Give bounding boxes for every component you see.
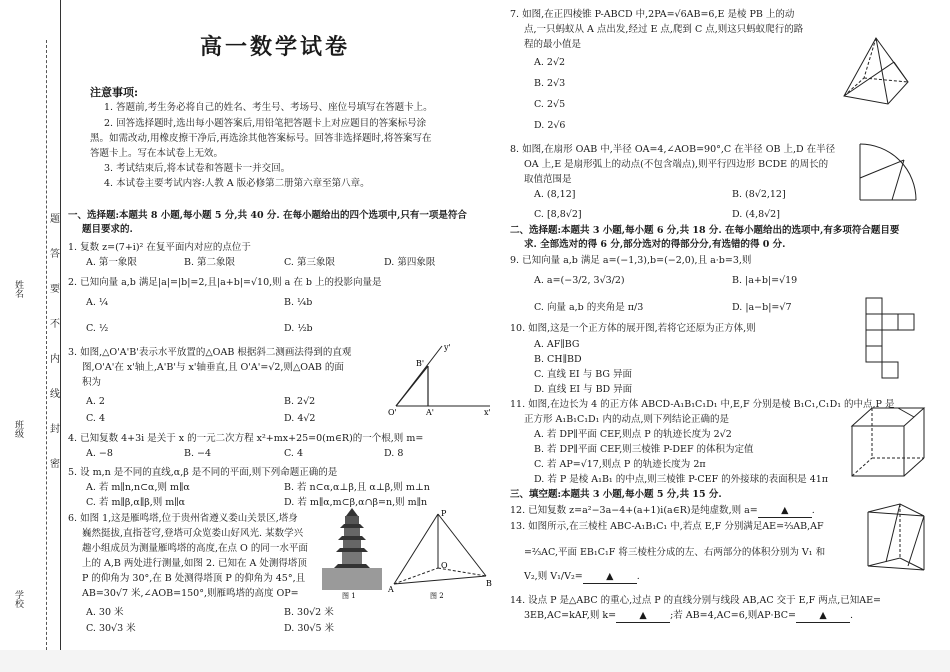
- option: B. CH∥BD: [534, 354, 582, 365]
- pyramid-diagram: [836, 34, 916, 108]
- q13-figure: [858, 500, 938, 580]
- elevation-diagram: [386, 506, 496, 600]
- cube-net-diagram: [858, 296, 922, 386]
- option: C. 4: [284, 448, 304, 459]
- fig-label: O: [441, 561, 448, 570]
- notes-heading: 注意事项:: [90, 86, 139, 99]
- q7-figure: [836, 34, 916, 108]
- option: C. 30√3 米: [86, 623, 136, 634]
- option: A. (8,12]: [534, 189, 576, 200]
- option: B. 若 DP∥平面 CEF,则三棱锥 P-DEF 的体积为定值: [534, 444, 754, 455]
- option: A. a=(−3/2, 3√3/2): [534, 275, 625, 286]
- option: D. 8: [384, 448, 404, 459]
- option: B. 30√2 米: [284, 607, 334, 618]
- fig-label: A': [426, 408, 434, 416]
- option: D. 30√5 米: [284, 623, 335, 634]
- option: D. 2√6: [534, 120, 566, 131]
- question-11: 正方形 A₁B₁C₁D₁ 内的动点,则下列结论正确的是: [524, 414, 730, 425]
- q13-text: V₂,则 V₁/V₂=: [524, 571, 583, 582]
- question-5: 5. 设 m,n 是不同的直线,α,β 是不同的平面,则下列命题正确的是: [68, 467, 338, 478]
- option: B. 2√3: [534, 78, 566, 89]
- seal-char: 题: [50, 214, 60, 225]
- cube-diagram: [846, 402, 930, 480]
- fig-label: B': [416, 359, 425, 368]
- option: C. 若 m∥β,α∥β,则 m∥α: [86, 497, 186, 508]
- question-8: OA 上,E 是扇形弧上的动点(不包含端点),则平行四边形 BCDE 的周长的: [524, 159, 829, 170]
- scan-bottom-edge: [0, 650, 950, 672]
- binding-margin: [0, 0, 61, 672]
- school-label: 学校: [13, 590, 23, 608]
- option: A. 2√2: [534, 57, 566, 68]
- question-13: =⅔AC,平面 EB₁C₁F 将三棱柱分成的左、右两部分的体积分别为 V₁ 和: [524, 547, 826, 558]
- option: B. −4: [184, 448, 212, 459]
- question-11: 11. 如图,在边长为 4 的正方体 ABCD-A₁B₁C₁D₁ 中,E,F 分别是棱 B₁C₁,C₁D₁ 的中点,P 是: [510, 399, 895, 410]
- question-6: P 的仰角为 30°,在 B 处测得塔顶 P 的仰角为 45°,且: [82, 573, 306, 584]
- option: D. 若 P 是棱 A₁B₁ 的中点,则三棱锥 P-CEF 的外接球的表面积是 41π: [534, 474, 829, 485]
- fig-caption: 图 2: [430, 592, 444, 600]
- option: D. 直线 EI 与 BD 异面: [534, 384, 633, 395]
- question-13: 13. 如图所示,在三棱柱 ABC-A₁B₁C₁ 中,若点 E,F 分别满足AE=⅔AB,AF: [510, 521, 824, 532]
- question-7: 程的最小值是: [524, 39, 582, 50]
- question-7: 7. 如图,在正四棱锥 P-ABCD 中,2PA=√6AB=6,E 是棱 PB 上的动: [510, 9, 795, 20]
- question-13: V₂,则 V₁/V₂= ▲ .: [524, 571, 640, 582]
- option: A. AF∥BG: [534, 339, 580, 350]
- left-column: [64, 0, 500, 672]
- answer-blank: ▲: [583, 570, 637, 584]
- option: C. 4: [86, 413, 106, 424]
- option: A. 30 米: [86, 607, 124, 618]
- option: B. 2√2: [284, 396, 316, 407]
- q8-figure: [852, 138, 926, 208]
- q3-figure: [386, 340, 496, 416]
- option: D. 4√2: [284, 413, 316, 424]
- question-2: 2. 已知向量 a,b 满足|a|=|b|=2,且|a+b|=√10,则 a 在 b 上的投影向量是: [68, 277, 382, 288]
- option: A. 若 m∥n,n⊂α,则 m∥α: [86, 482, 190, 493]
- option: C. 向量 a,b 的夹角是 π/3: [534, 302, 644, 313]
- option: D. 第四象限: [384, 257, 436, 268]
- option: B. ¼b: [284, 297, 313, 308]
- option: B. 第二象限: [184, 257, 236, 268]
- q11-figure: [846, 402, 930, 480]
- section-heading: 一、选择题:本题共 8 小题,每小题 5 分,共 40 分. 在每小题给出的四个选项中,只有一项是符合: [68, 210, 467, 221]
- note-line: 2. 回答选择题时,选出每小题答案后,用铅笔把答题卡上对应题目的答案标号涂: [104, 118, 427, 129]
- fig-label: O': [388, 408, 397, 416]
- question-9: 9. 已知向量 a,b 满足 a=(−1,3),b=(−2,0),且 a·b=3,则: [510, 255, 752, 266]
- option: A. 若 DP∥平面 CEF,则点 P 的轨迹长度为 2√2: [534, 429, 732, 440]
- question-14: 3EB,AC=kAF,则 k= ▲ ;若 AB=4,AC=6,则AP·BC= ▲ .: [524, 610, 853, 621]
- option: C. 第三象限: [284, 257, 335, 268]
- fig-label: B: [486, 579, 492, 588]
- seal-char: 密: [50, 459, 60, 470]
- question-6: 趣小组成员为测量雁鸣塔的高度,在点 O 的同一水平面: [82, 543, 308, 554]
- question-7: 点,一只蚂蚁从 A 点出发,经过 E 点,爬到 C 点,则这只蚂蚁爬行的路: [524, 24, 804, 35]
- q14-text: 3EB,AC=kAF,则 k=: [524, 610, 617, 621]
- option: A. −8: [86, 448, 113, 459]
- answer-blank: ▲: [796, 609, 850, 623]
- q6-figure-1: [322, 506, 382, 600]
- seal-char: 线: [50, 389, 60, 400]
- section-heading: 题目要求的.: [82, 224, 133, 235]
- pagoda-photo: [322, 506, 382, 600]
- option: C. 直线 EI 与 BG 异面: [534, 369, 632, 380]
- class-label: 班级: [13, 420, 23, 438]
- seal-char: 不: [50, 319, 60, 330]
- note-line: 3. 考试结束后,将本试卷和答题卡一并交回。: [104, 163, 291, 174]
- question-10: 10. 如图,这是一个正方体的展开图,若将它还原为正方体,则: [510, 323, 756, 334]
- option: C. ½: [86, 323, 109, 334]
- option: D. (4,8√2]: [732, 209, 780, 220]
- question-8: 取值范围是: [524, 174, 572, 185]
- answer-blank: ▲: [616, 609, 670, 623]
- name-label: 姓名: [13, 280, 23, 298]
- section-heading: 二、选择题:本题共 3 小题,每小题 6 分,共 18 分. 在每小题给出的选项中,有多项符合题目要: [510, 225, 900, 236]
- fig-label: y': [444, 343, 451, 352]
- option: B. (8√2,12]: [732, 189, 786, 200]
- q6-figure-2: [386, 506, 496, 600]
- page-title: 高一数学试卷: [200, 34, 351, 60]
- seal-char: 内: [50, 354, 60, 365]
- option: C. 若 AP=√17,则点 P 的轨迹长度为 2π: [534, 459, 706, 470]
- question-8: 8. 如图,在扇形 OAB 中,半径 OA=4,∠AOB=90°,C 在半径 OB 上,D 在半径: [510, 144, 836, 155]
- right-column: [506, 0, 946, 672]
- option: A. ¼: [86, 297, 109, 308]
- note-line: 答题卡上。写在本试卷上无效。: [90, 148, 224, 159]
- option: B. 若 n⊂α,α⊥β,且 α⊥β,则 m⊥n: [284, 482, 430, 493]
- option: A. 2: [86, 396, 105, 407]
- section-heading: 求. 全部选对的得 6 分,部分选对的得部分分,有选错的得 0 分.: [524, 239, 786, 250]
- question-6: AB=30√7 米,∠AOB=150°,则雁鸣塔的高度 OP=: [82, 588, 299, 599]
- question-4: 4. 已知复数 4+3i 是关于 x 的一元二次方程 x²+mx+25=0(m∈R)的一个根,则 m=: [68, 433, 424, 444]
- option: D. 若 m∥α,m⊂β,α∩β=n,则 m∥n: [284, 497, 428, 508]
- q12-text: 12. 已知复数 z=a²−3a−4+(a+1)i(a∈R)是纯虚数,则 a=: [510, 505, 758, 516]
- question-3: 积为: [82, 377, 102, 388]
- option: A. 第一象限: [86, 257, 137, 268]
- seal-char: 答: [50, 249, 60, 260]
- question-1: 1. 复数 z=(7+i)² 在复平面内对应的点位于: [68, 242, 251, 253]
- seal-line: [46, 40, 47, 660]
- section-heading: 三、填空题:本题共 3 小题,每小题 5 分,共 15 分.: [510, 489, 722, 500]
- prism-diagram: [858, 500, 938, 580]
- fig-label: P: [441, 509, 447, 518]
- option: D. |a−b|=√7: [732, 302, 792, 313]
- question-12: 12. 已知复数 z=a²−3a−4+(a+1)i(a∈R)是纯虚数,则 a= ▲ .: [510, 505, 815, 516]
- note-line: 4. 本试卷主要考试内容:人教 A 版必修第二册第六章至第八章。: [104, 178, 370, 189]
- fig-label: A: [388, 585, 394, 594]
- question-6: 巍然挺拔,直指苍穹,登塔可众览娄山好风光. 某数学兴: [82, 528, 304, 539]
- note-line: 黑。如需改动,用橡皮擦干净后,再选涂其他答案标号。回答非选择题时,将答案写在: [90, 133, 432, 144]
- q10-figure: [858, 296, 922, 386]
- option: C. [8,8√2]: [534, 209, 582, 220]
- answer-blank: ▲: [758, 504, 812, 518]
- question-6: 6. 如图 1,这是雁鸣塔,位于贵州省遵义娄山关景区,塔身: [68, 513, 298, 524]
- fig-label: x': [484, 408, 491, 416]
- option: C. 2√5: [534, 99, 566, 110]
- seal-char: 封: [50, 424, 60, 435]
- option: D. ½b: [284, 323, 313, 334]
- question-6: 上的 A,B 两处进行测量,如图 2. 已知在 A 处测得塔顶: [82, 558, 307, 569]
- question-3: 3. 如图,△O'A'B'表示水平放置的△OAB 根据斜二测画法得到的直观: [68, 347, 352, 358]
- oblique-axes-diagram: [386, 340, 496, 416]
- sector-diagram: [852, 138, 926, 208]
- option: B. |a+b|=√19: [732, 275, 798, 286]
- note-line: 1. 答题前,考生务必将自己的姓名、考生号、考场号、座位号填写在答题卡上。: [104, 102, 433, 113]
- fig-caption: 图 1: [342, 592, 356, 600]
- seal-char: 要: [50, 284, 60, 295]
- q14-text: ;若 AB=4,AC=6,则AP·BC=: [670, 610, 796, 621]
- question-3: 图,O'A'在 x'轴上,A'B'与 x'轴垂直,且 O'A'=√2,则△OAB 的面: [82, 362, 344, 373]
- question-14: 14. 设点 P 是△ABC 的重心,过点 P 的直线分别与线段 AB,AC 交于 E,F 两点,已知AE=: [510, 595, 882, 606]
